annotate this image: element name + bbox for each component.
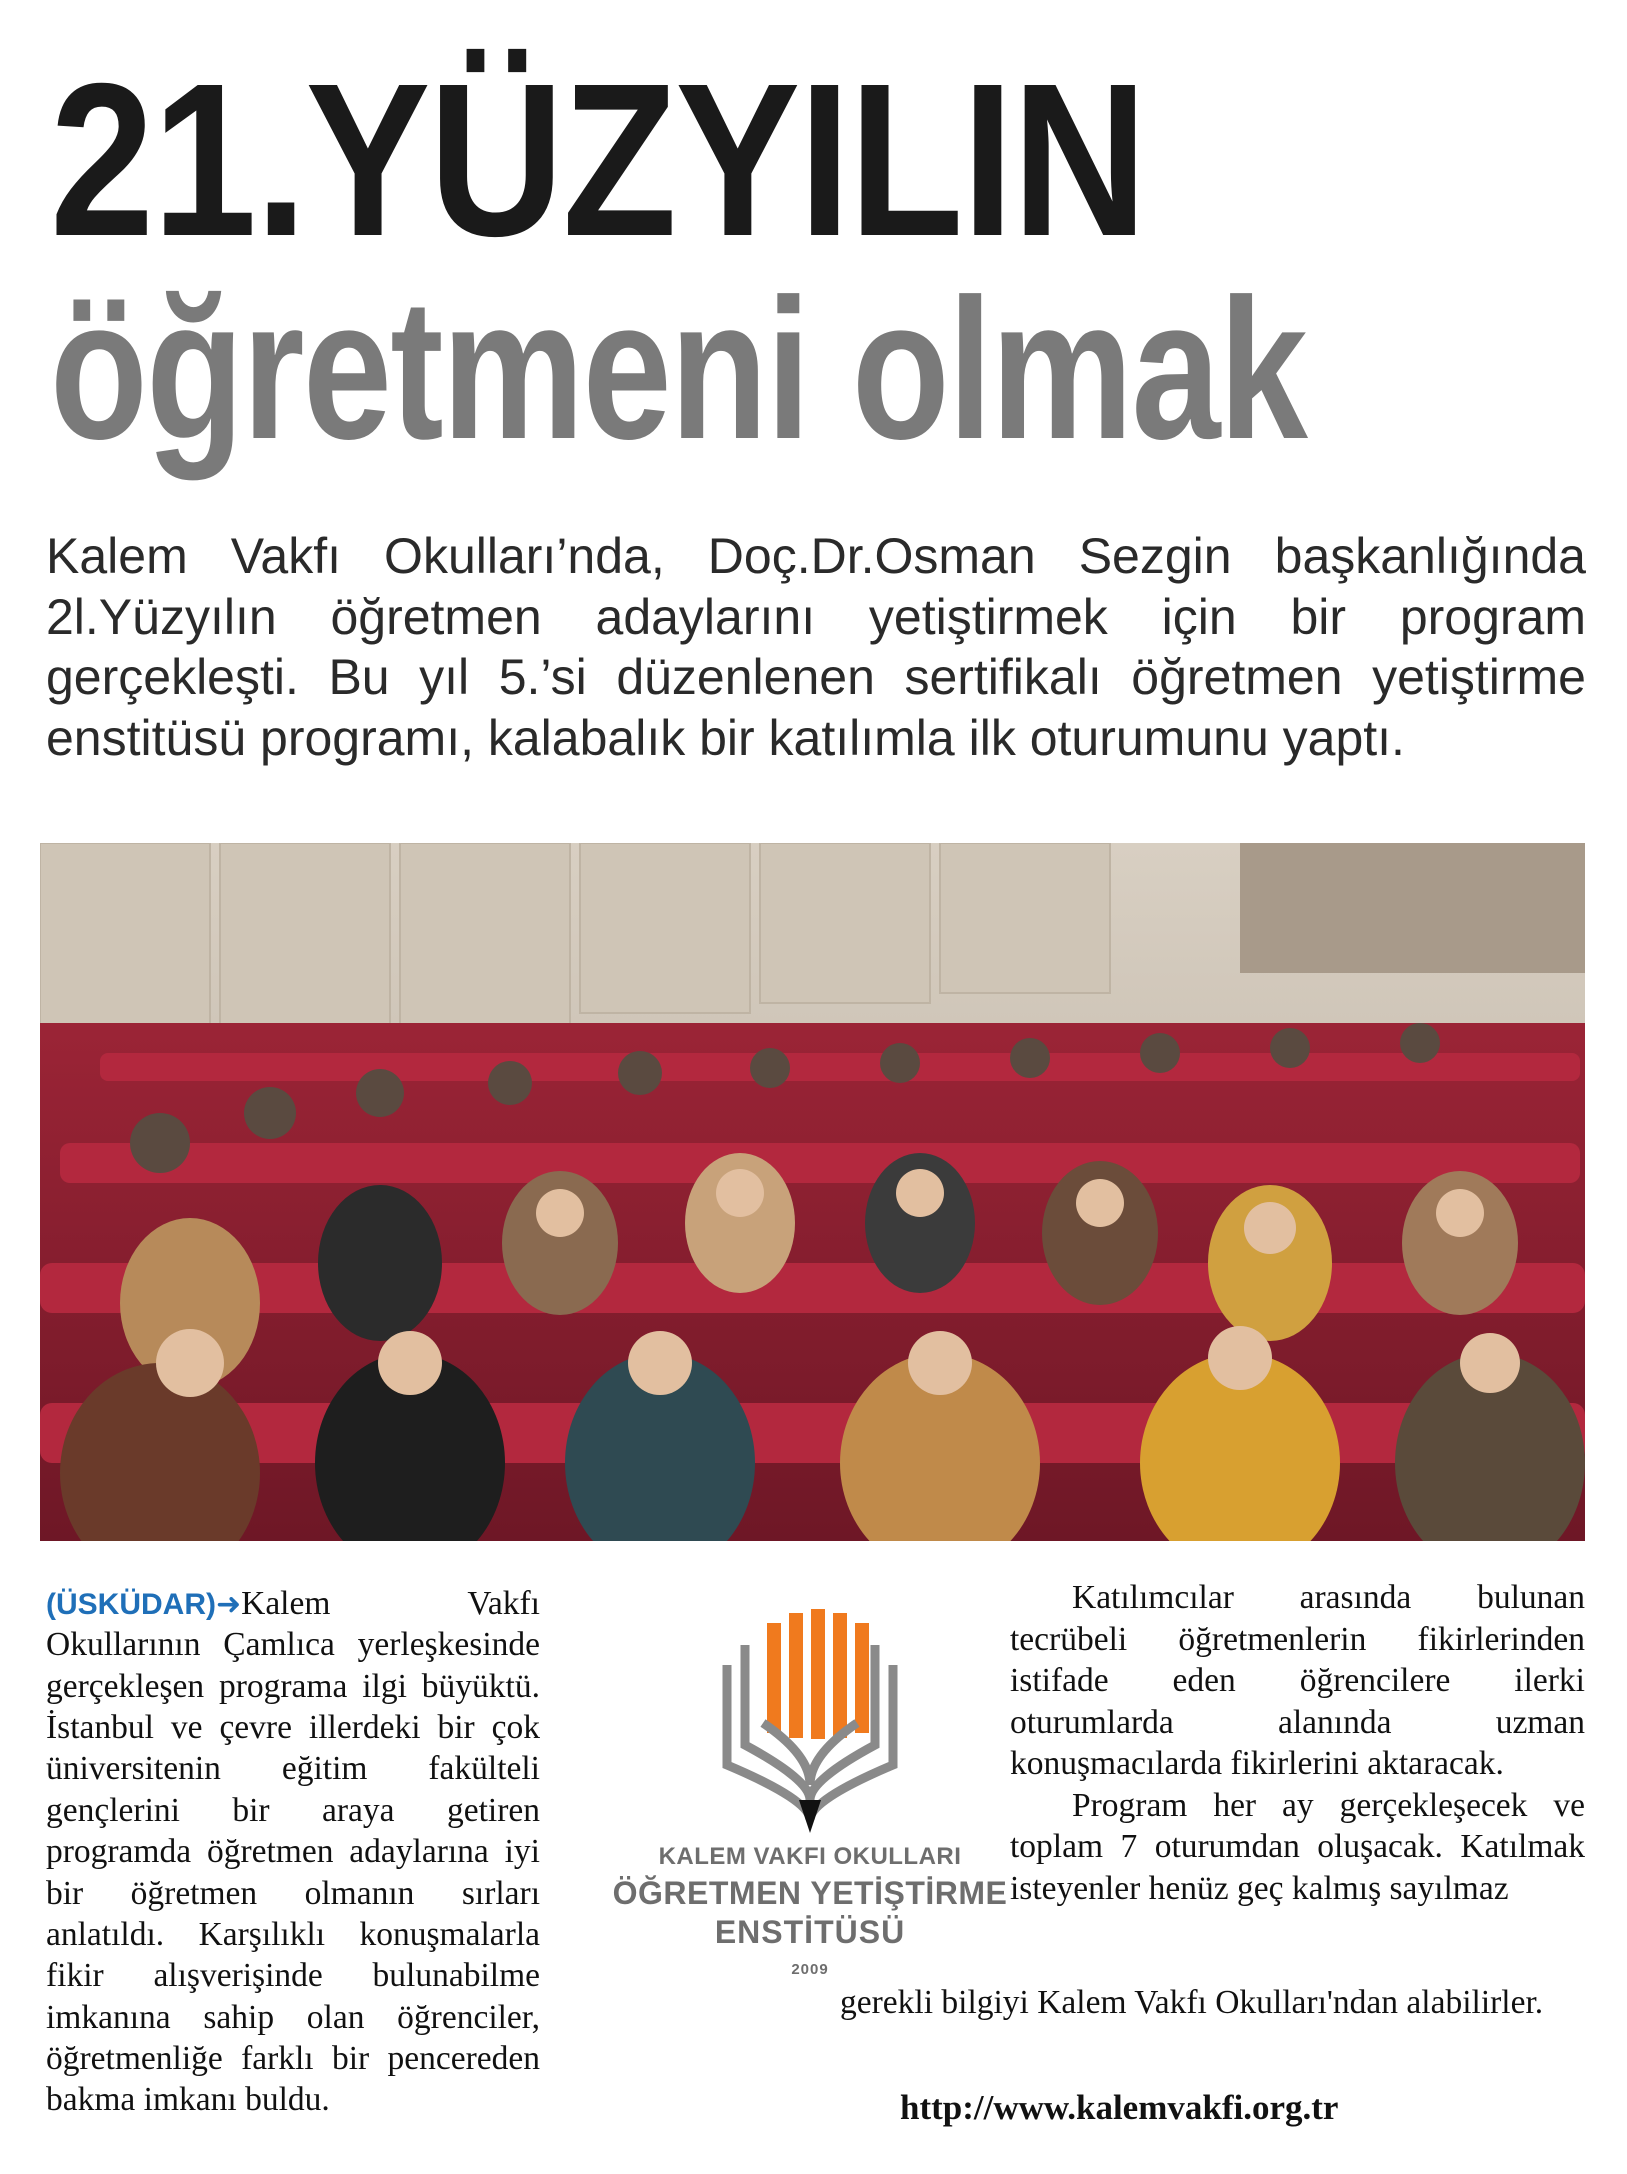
website-url: http://www.kalemvakfi.org.tr [900,2088,1339,2127]
article-paragraph-3: Program her ay gerçekleşecek ve toplam 7 oturumdan oluşacak. Katılmak isteyenler henüz geç kalmış sayılmaz [1010,1786,1585,1907]
article-column-2 [1010,1577,1585,1909]
article-paragraph-3-continued: gerekli bilgiyi Kalem Vakfı Okulları'ndan alabilirler. [840,1984,1544,2021]
article-column-2-continued [840,1982,1585,2024]
arrow-right-icon: ➜ [215,1587,242,1622]
audience-photo-illustration [40,843,1585,1541]
logo-year: 2009 [791,1961,829,1978]
institute-logo [610,1605,1010,2045]
article-col1-text: Kalem Vakfı Okullarının Çamlıca yerleşkesinde gerçekleşen programa ilgi büyüktü. İstanbul ve çevre illerdeki bir çok üniversitenin eğitim fakülteli gençlerini bir araya getiren programda öğretmen adaylarına iyi bir öğretmen olmanın sırları anlatıldı. Karşılıklı konuşmalarla fikir alışverişinde bulunabilme imkanına sahip olan öğrenciler, öğretmenliğe farklı bir pencereden bakma imkanı buldu. [46,1585,540,2119]
lede-paragraph: Kalem Vakfı Okulları’nda, Doç.Dr.Osman Sezgin başkanlığında 2l.Yüzyılın öğretmen adaylarını yetiştirmek için bir program gerçekleşti. Bu yıl 5.’si düzenlenen sertifikalı öğretmen yetiştirme enstitüsü programı, kalabalık bir katılımla ilk oturumunu yaptı. [46,528,1586,766]
logo-institute-line2: ENSTİTÜSÜ [714,1914,906,1950]
headline-line2: öğretmeni olmak [50,258,1307,481]
audience-photo [40,843,1585,1541]
logo-institute-line1: ÖĞRETMEN YETİŞTİRME [612,1875,1008,1911]
logo-school-name: KALEM VAKFI OKULLARI [658,1843,962,1870]
location-tag: (ÜSKÜDAR) [46,1588,216,1621]
article-column-1 [46,1583,540,2121]
article-paragraph-2: Katılımcılar arasında bulunan tecrübeli öğretmenlerin fikirlerinden istifade eden öğrencilere ilerki oturumlarda alanında uzman konuşmacılarda fikirlerini aktaracak. [1010,1579,1585,1783]
headline-line1: 21.YÜZYILIN [50,39,1146,282]
pencil-book-logo-icon [705,1605,915,1835]
article-paragraph-1 [46,1583,540,2121]
